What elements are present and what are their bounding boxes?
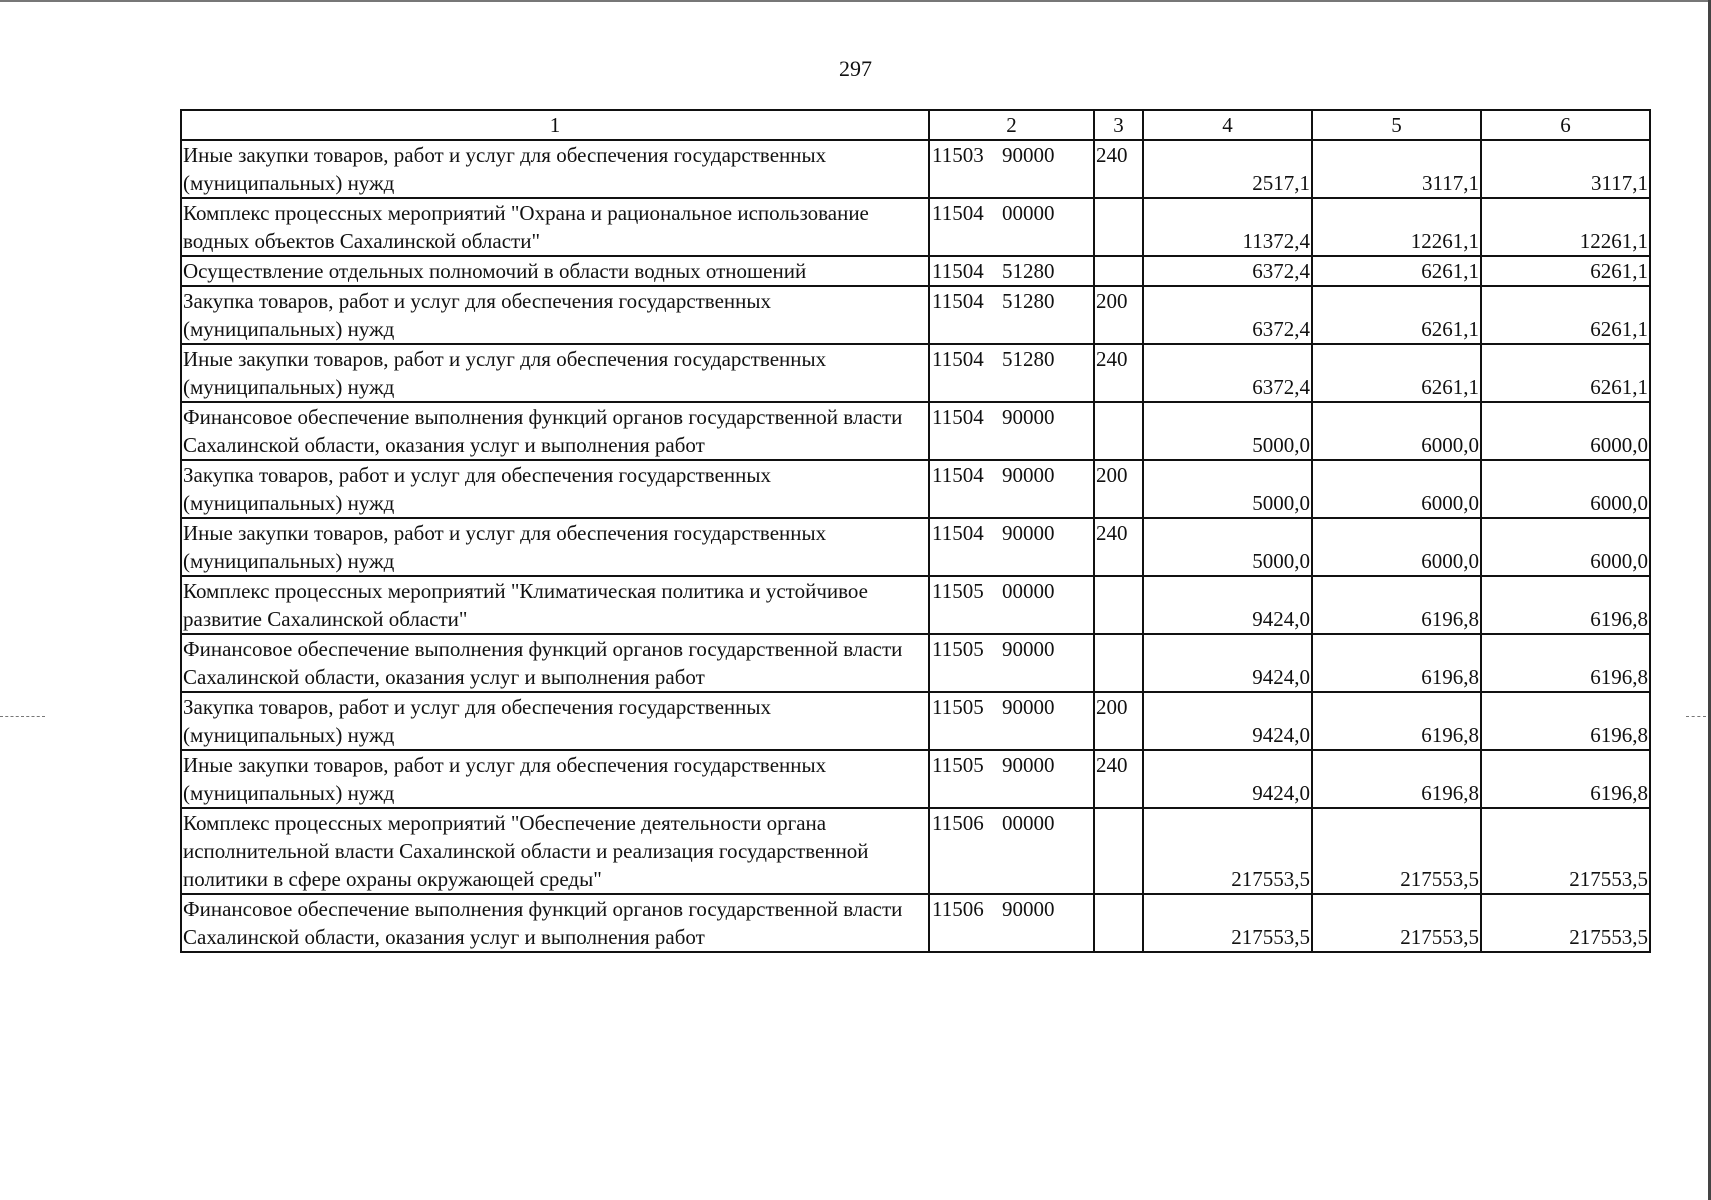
row-code-cell [929, 634, 1094, 692]
row-amount-col-6: 6000,0 [1481, 460, 1650, 518]
row-amount-col-4: 6372,4 [1143, 256, 1312, 286]
code-direction: 00000 [1002, 201, 1055, 225]
row-amount-col-6: 12261,1 [1481, 198, 1650, 256]
row-amount-col-6: 6196,8 [1481, 634, 1650, 692]
row-amount-col-4: 9424,0 [1143, 634, 1312, 692]
code-direction: 90000 [1002, 463, 1055, 487]
row-amount-col-4: 5000,0 [1143, 460, 1312, 518]
row-expense-type-cell: 240 [1094, 750, 1143, 808]
table-row [181, 894, 1650, 952]
row-name-cell: Иные закупки товаров, работ и услуг для обеспечения государственных (муниципальных) нужд [181, 518, 929, 576]
budget-table [180, 109, 1651, 953]
row-amount-col-5: 6000,0 [1312, 402, 1481, 460]
code-program: 11504 [932, 259, 984, 283]
table-row [181, 256, 1650, 286]
table-row [181, 576, 1650, 634]
row-name-cell: Комплекс процессных мероприятий "Охрана и рациональное использование водных объектов Сахалинской области" [181, 198, 929, 256]
table-row [181, 750, 1650, 808]
row-amount-col-6: 6196,8 [1481, 750, 1650, 808]
table-body [181, 140, 1650, 952]
code-program: 11504 [932, 463, 984, 487]
row-code-cell [929, 198, 1094, 256]
code-direction: 90000 [1002, 521, 1055, 545]
row-amount-col-5: 3117,1 [1312, 140, 1481, 198]
row-expense-type-cell: 240 [1094, 140, 1143, 198]
row-amount-col-6: 6261,1 [1481, 256, 1650, 286]
code-direction: 90000 [1002, 897, 1055, 921]
row-expense-type-cell: 240 [1094, 518, 1143, 576]
row-expense-type-cell [1094, 402, 1143, 460]
scan-edge-top [0, 0, 1711, 2]
row-amount-col-5: 12261,1 [1312, 198, 1481, 256]
row-amount-col-6: 6261,1 [1481, 286, 1650, 344]
code-direction: 51280 [1002, 289, 1055, 313]
column-header-2: 2 [929, 110, 1094, 140]
row-amount-col-4: 217553,5 [1143, 894, 1312, 952]
row-name-cell: Финансовое обеспечение выполнения функций органов государственной власти Сахалинской области, оказания услуг и выполнения работ [181, 402, 929, 460]
table-row [181, 808, 1650, 894]
column-header-5: 5 [1312, 110, 1481, 140]
table-row [181, 460, 1650, 518]
row-name-cell: Иные закупки товаров, работ и услуг для обеспечения государственных (муниципальных) нужд [181, 140, 929, 198]
row-amount-col-5: 6000,0 [1312, 460, 1481, 518]
row-amount-col-6: 6196,8 [1481, 692, 1650, 750]
row-expense-type-cell [1094, 808, 1143, 894]
code-program: 11505 [932, 753, 984, 777]
row-code-cell [929, 692, 1094, 750]
column-header-3: 3 [1094, 110, 1143, 140]
table-row [181, 286, 1650, 344]
row-code-cell [929, 750, 1094, 808]
row-expense-type-cell [1094, 198, 1143, 256]
code-program: 11504 [932, 405, 984, 429]
row-code-cell [929, 344, 1094, 402]
row-amount-col-6: 3117,1 [1481, 140, 1650, 198]
table-row [181, 692, 1650, 750]
row-code-cell [929, 286, 1094, 344]
row-code-cell [929, 256, 1094, 286]
row-code-cell [929, 402, 1094, 460]
row-amount-col-6: 6261,1 [1481, 344, 1650, 402]
code-program: 11504 [932, 347, 984, 371]
scan-artifact-dash [0, 716, 45, 718]
row-amount-col-5: 6261,1 [1312, 344, 1481, 402]
column-header-1: 1 [181, 110, 929, 140]
code-direction: 51280 [1002, 259, 1055, 283]
row-amount-col-5: 6000,0 [1312, 518, 1481, 576]
row-name-cell: Закупка товаров, работ и услуг для обеспечения государственных (муниципальных) нужд [181, 460, 929, 518]
code-program: 11505 [932, 579, 984, 603]
table-row [181, 140, 1650, 198]
code-program: 11506 [932, 897, 984, 921]
row-expense-type-cell [1094, 894, 1143, 952]
code-program: 11504 [932, 521, 984, 545]
code-program: 11504 [932, 289, 984, 313]
row-amount-col-4: 11372,4 [1143, 198, 1312, 256]
row-name-cell: Комплекс процессных мероприятий "Обеспечение деятельности органа исполнительной власти Сахалинской области и реализация государственной политики в сфере охраны окружающей среды" [181, 808, 929, 894]
row-code-cell [929, 808, 1094, 894]
page-number: 297 [839, 56, 872, 81]
row-amount-col-6: 6000,0 [1481, 518, 1650, 576]
row-expense-type-cell [1094, 576, 1143, 634]
code-direction: 90000 [1002, 405, 1055, 429]
table-row [181, 344, 1650, 402]
row-name-cell: Закупка товаров, работ и услуг для обеспечения государственных (муниципальных) нужд [181, 286, 929, 344]
scan-artifact-dash [1686, 716, 1706, 718]
row-expense-type-cell: 200 [1094, 692, 1143, 750]
row-name-cell: Закупка товаров, работ и услуг для обеспечения государственных (муниципальных) нужд [181, 692, 929, 750]
row-name-cell: Финансовое обеспечение выполнения функций органов государственной власти Сахалинской области, оказания услуг и выполнения работ [181, 634, 929, 692]
code-program: 11504 [932, 201, 984, 225]
row-amount-col-4: 5000,0 [1143, 402, 1312, 460]
row-amount-col-6: 6000,0 [1481, 402, 1650, 460]
row-name-cell: Финансовое обеспечение выполнения функций органов государственной власти Сахалинской области, оказания услуг и выполнения работ [181, 894, 929, 952]
code-program: 11506 [932, 811, 984, 835]
row-expense-type-cell [1094, 256, 1143, 286]
row-amount-col-4: 9424,0 [1143, 576, 1312, 634]
table-row [181, 518, 1650, 576]
row-amount-col-5: 6196,8 [1312, 634, 1481, 692]
row-amount-col-4: 217553,5 [1143, 808, 1312, 894]
table-row [181, 198, 1650, 256]
row-name-cell: Комплекс процессных мероприятий "Климатическая политика и устойчивое развитие Сахалинской области" [181, 576, 929, 634]
row-amount-col-5: 6196,8 [1312, 576, 1481, 634]
code-program: 11505 [932, 695, 984, 719]
row-amount-col-5: 6261,1 [1312, 256, 1481, 286]
row-code-cell [929, 140, 1094, 198]
row-code-cell [929, 576, 1094, 634]
row-amount-col-5: 6261,1 [1312, 286, 1481, 344]
row-expense-type-cell: 200 [1094, 286, 1143, 344]
row-code-cell [929, 518, 1094, 576]
row-name-cell: Иные закупки товаров, работ и услуг для обеспечения государственных (муниципальных) нужд [181, 750, 929, 808]
row-expense-type-cell: 240 [1094, 344, 1143, 402]
table-row [181, 634, 1650, 692]
row-amount-col-6: 217553,5 [1481, 808, 1650, 894]
table-row [181, 402, 1650, 460]
code-direction: 90000 [1002, 753, 1055, 777]
row-amount-col-6: 217553,5 [1481, 894, 1650, 952]
code-direction: 51280 [1002, 347, 1055, 371]
row-amount-col-4: 9424,0 [1143, 692, 1312, 750]
row-amount-col-5: 6196,8 [1312, 750, 1481, 808]
row-expense-type-cell [1094, 634, 1143, 692]
code-direction: 90000 [1002, 637, 1055, 661]
row-expense-type-cell: 200 [1094, 460, 1143, 518]
column-header-4: 4 [1143, 110, 1312, 140]
row-amount-col-5: 217553,5 [1312, 808, 1481, 894]
code-program: 11505 [932, 637, 984, 661]
row-amount-col-5: 217553,5 [1312, 894, 1481, 952]
code-direction: 00000 [1002, 811, 1055, 835]
row-name-cell: Осуществление отдельных полномочий в области водных отношений [181, 256, 929, 286]
code-direction: 00000 [1002, 579, 1055, 603]
code-program: 11503 [932, 143, 984, 167]
row-name-cell: Иные закупки товаров, работ и услуг для обеспечения государственных (муниципальных) нужд [181, 344, 929, 402]
row-code-cell [929, 460, 1094, 518]
row-code-cell [929, 894, 1094, 952]
row-amount-col-4: 6372,4 [1143, 286, 1312, 344]
code-direction: 90000 [1002, 143, 1055, 167]
row-amount-col-4: 6372,4 [1143, 344, 1312, 402]
row-amount-col-4: 9424,0 [1143, 750, 1312, 808]
row-amount-col-5: 6196,8 [1312, 692, 1481, 750]
row-amount-col-6: 6196,8 [1481, 576, 1650, 634]
header-row [181, 110, 1650, 140]
row-amount-col-4: 2517,1 [1143, 140, 1312, 198]
code-direction: 90000 [1002, 695, 1055, 719]
row-amount-col-4: 5000,0 [1143, 518, 1312, 576]
column-header-6: 6 [1481, 110, 1650, 140]
